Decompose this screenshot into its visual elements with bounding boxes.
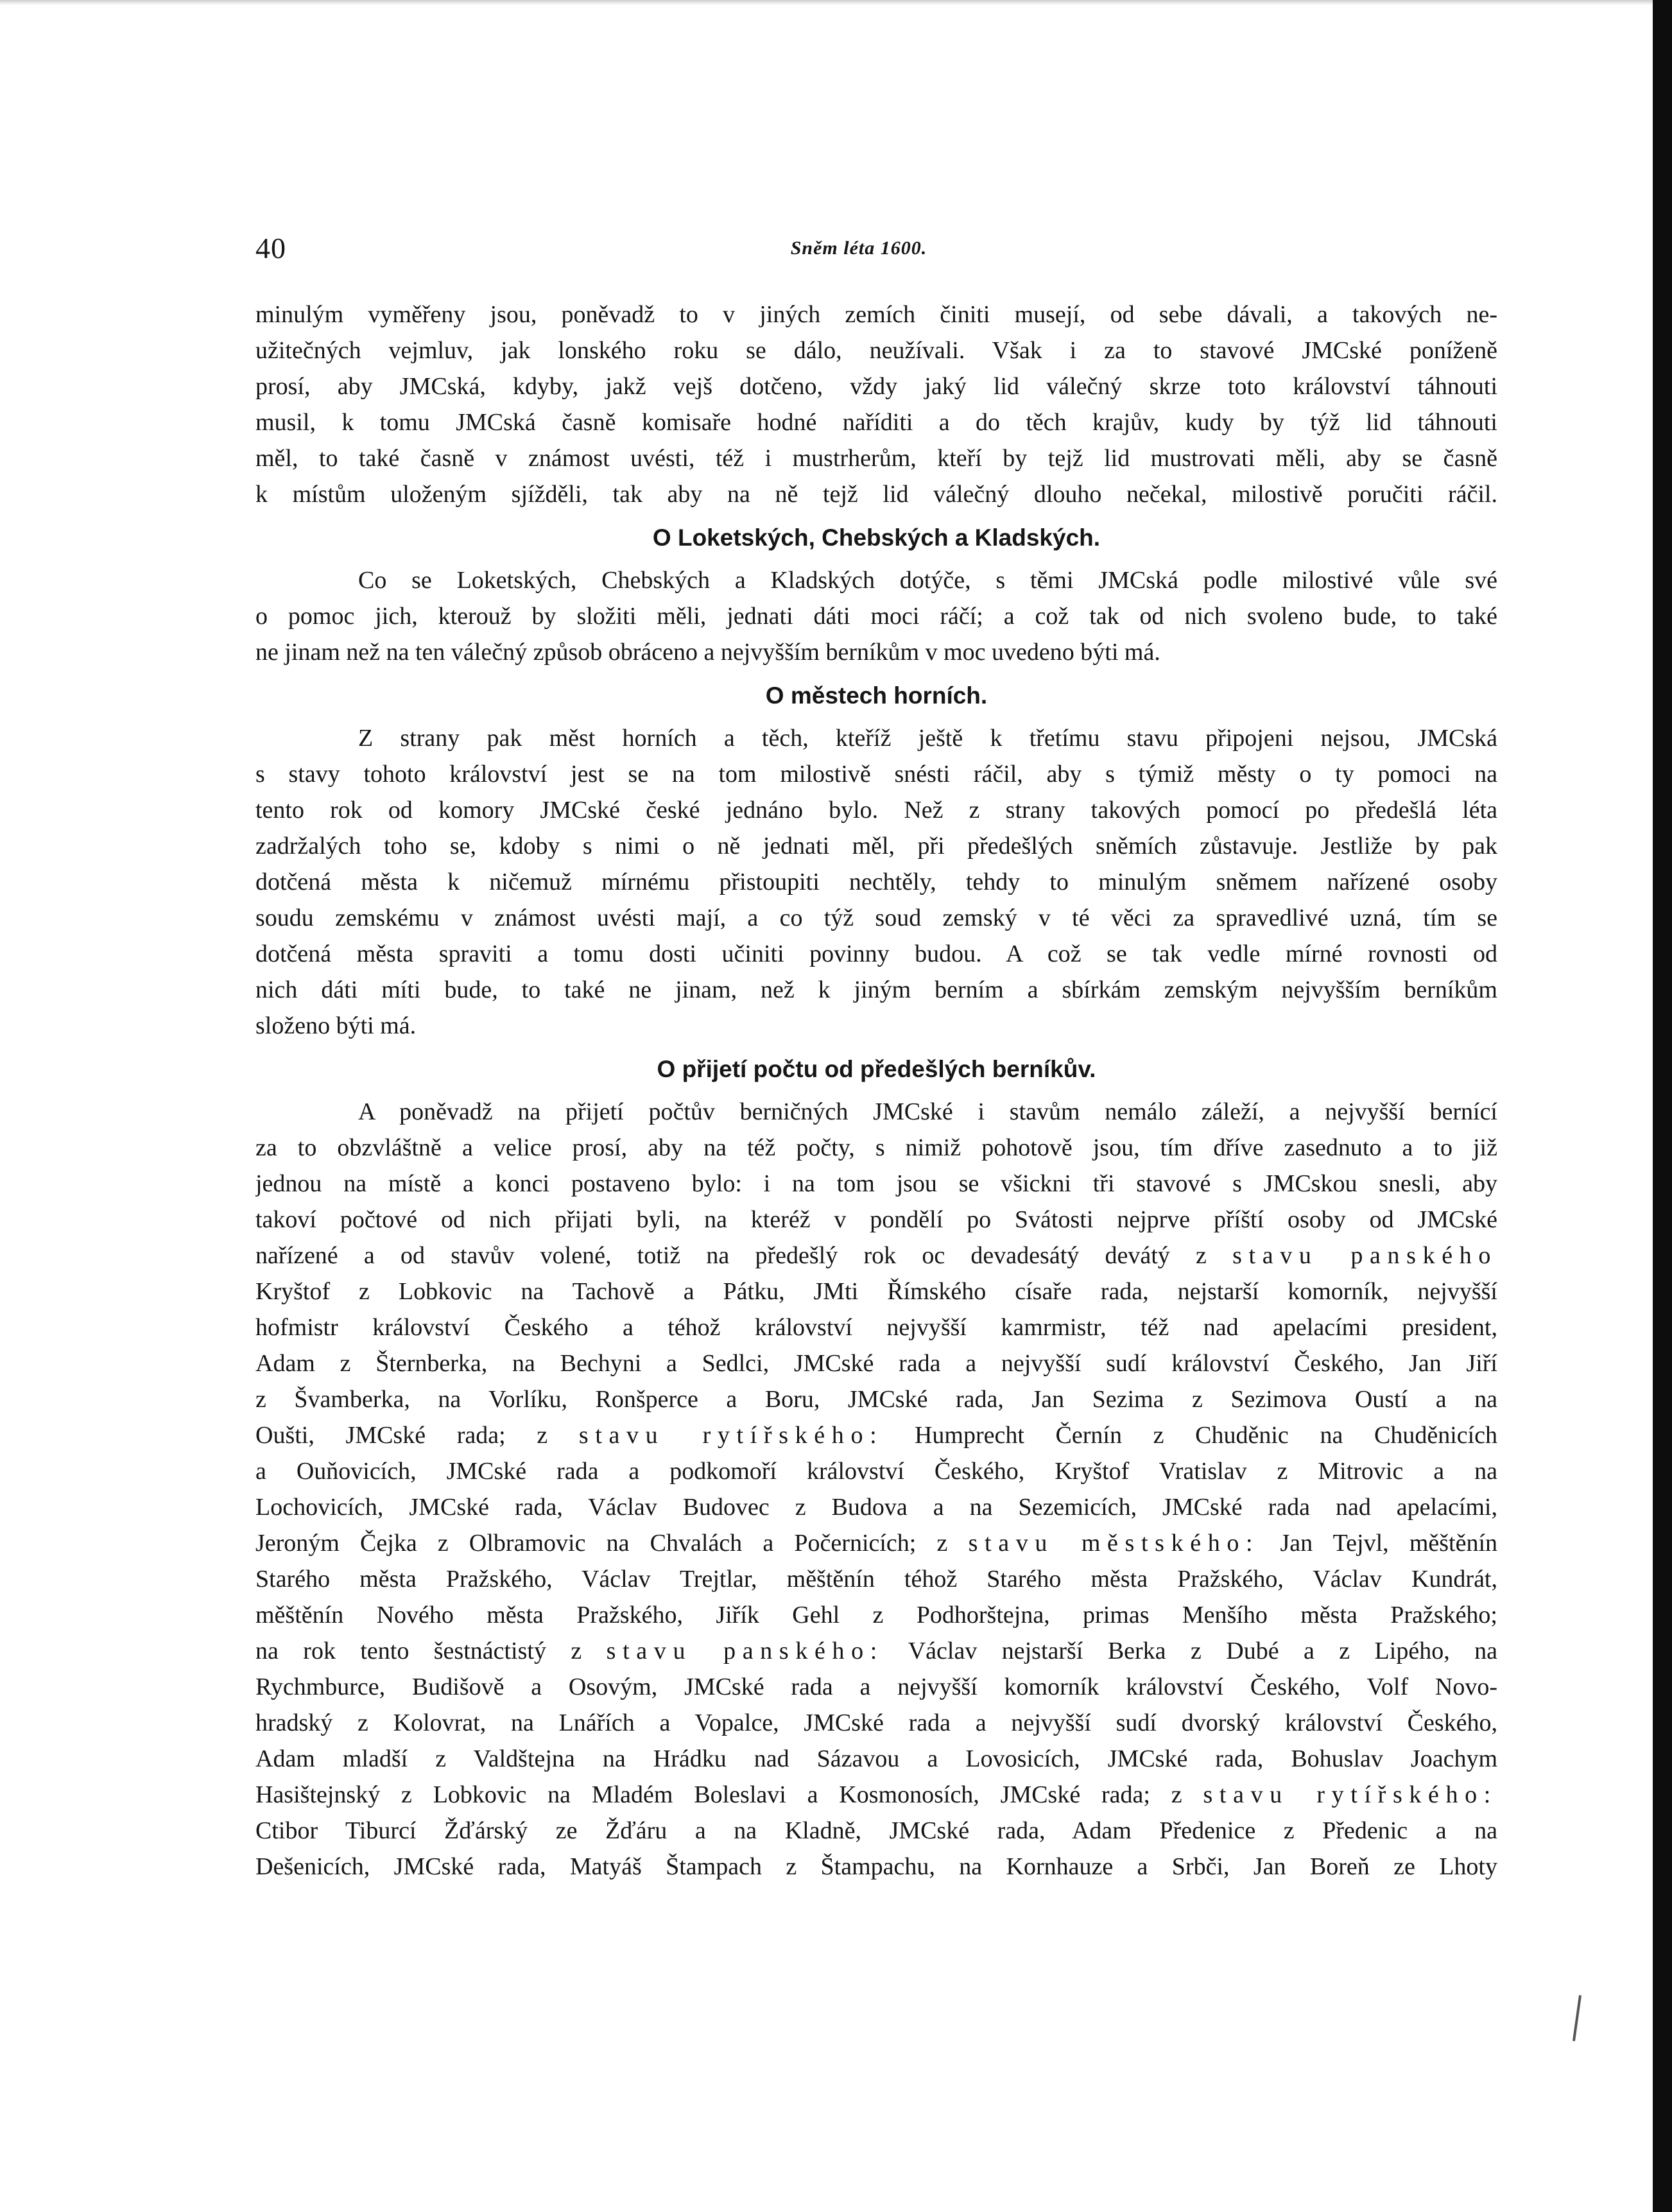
text-line: musil, k tomu JMCská časně komisaře hodné naříditi a do těch krajův, kudy by týž lid táhnouti xyxy=(255,409,1497,436)
text-line: za to obzvláštně a velice prosí, aby na též počty, s nimiž pohotově jsou, tím dříve zasednuto a to již xyxy=(255,1134,1497,1161)
text-line xyxy=(255,1633,1497,1669)
text-line: Ctibor Tiburcí Žďárský ze Žďáru a na Kladně, JMCské rada, Adam Předenice z Předenic a na xyxy=(255,1817,1497,1844)
text-line: Adam z Šternberka, na Bechyni a Sedlci, JMCské rada a nejvyšší sudí království Českého, Jan Jiří xyxy=(255,1350,1497,1377)
text-line: dotčená města spraviti a tomu dosti učiniti povinny budou. A což se tak vedle mírné rovnosti od xyxy=(255,940,1497,967)
text-line: A poněvadž na přijetí počtův berničných JMCské i stavům nemálo záleží, a nejvyšší bernící xyxy=(358,1098,1497,1125)
page-number: 40 xyxy=(255,232,286,264)
text-line: Kryštof z Lobkovic na Tachově a Pátku, JMti Římského císaře rada, nejstarší komorník, nejvyšší xyxy=(255,1278,1497,1305)
section-heading: O Loketských, Chebských a Kladských. xyxy=(652,524,1101,551)
text-line: Dešenicích, JMCské rada, Matyáš Štampach z Štampachu, na Kornhauze a Srbči, Jan Boreň ze Lhoty xyxy=(255,1853,1497,1880)
text-line: dotčená města k ničemuž mírnému přistoupiti nechtěly, tehdy to minulým sněmem nařízené osoby xyxy=(255,868,1497,895)
text-line xyxy=(255,1238,1497,1274)
text-segment: nařízené a od stavův volené, totiž na předešlý rok oc devadesátý devátý z xyxy=(255,1242,1207,1269)
estate-label: stavu panského: xyxy=(606,1637,884,1664)
estate-label: stavu panského xyxy=(1232,1242,1497,1269)
text-line: Rychmburce, Budišově a Osovým, JMCské rada a nejvyšší komorník království Českého, Volf Novo- xyxy=(255,1673,1497,1700)
estate-label: stavu městského: xyxy=(968,1530,1260,1557)
text-line: měl, to také časně v známost uvésti, též i mustrherům, kteří by tejž lid mustrovati měli, aby se časně xyxy=(255,445,1497,472)
text-line: Adam mladší z Valdštejna na Hrádku nad Sázavou a Lovosicích, JMCské rada, Bohuslav Joachym xyxy=(255,1745,1497,1772)
text-line: jednou na místě a konci postaveno bylo: i na tom jsou se všickni tři stavové s JMCskou snesli, aby xyxy=(255,1170,1497,1197)
text-segment: Jeroným Čejka z Olbramovic na Chvalách a Počernicích; z xyxy=(255,1530,948,1557)
pencil-mark xyxy=(1573,1995,1582,2041)
text-segment: Hasištejnský z Lobkovic na Mladém Boleslavi a Kosmonosích, JMCské rada; z xyxy=(255,1781,1182,1808)
text-line: minulým vyměřeny jsou, poněvadž to v jiných zemích činiti musejí, od sebe dávali, a takových ne- xyxy=(255,301,1497,328)
section-heading: O přijetí počtu od předešlých berníkův. xyxy=(657,1056,1096,1082)
text-line: a Ouňovicích, JMCské rada a podkomoří království Českého, Kryštof Vratislav z Mitrovic a na xyxy=(255,1458,1497,1485)
text-line: tento rok od komory JMCské české jednáno bylo. Než z strany takových pomocí po předešlá léta xyxy=(255,797,1497,824)
page-body xyxy=(255,297,1497,1885)
running-title: Sněm léta 1600. xyxy=(790,238,927,259)
text-line: Co se Loketských, Chebských a Kladských dotýče, s těmi JMCská podle milostivé vůle své xyxy=(358,567,1497,594)
text-segment: Oušti, JMCské rada; z xyxy=(255,1422,548,1449)
text-line: soudu zemskému v známost uvésti mají, a co týž soud zemský v té věci za spravedlivé uzná, tím se xyxy=(255,904,1497,931)
text-line: nich dáti míti bude, to také ne jinam, než k jiným berním a sbírkám zemským nejvyšším berníkům xyxy=(255,976,1497,1003)
text-line xyxy=(255,1777,1497,1813)
text-line: prosí, aby JMCská, kdyby, jakž vejš dotčeno, vždy jaký lid válečný skrze toto království táhnouti xyxy=(255,373,1497,400)
scan-top-edge xyxy=(0,0,1672,5)
text-line: hradský z Kolovrat, na Lnářích a Vopalce, JMCské rada a nejvyšší sudí dvorský království Českého, xyxy=(255,1709,1497,1736)
estate-label: stavu rytířského: xyxy=(578,1422,884,1449)
text-line: složeno býti má. xyxy=(255,1012,417,1039)
text-line: z Švamberka, na Vorlíku, Ronšperce a Boru, JMCské rada, Jan Sezima z Sezimova Oustí a na xyxy=(255,1386,1497,1413)
text-segment: Václav nejstarší Berka z Dubé a z Lipého, na xyxy=(908,1637,1497,1664)
text-segment: Humprecht Černín z Chuděnic na Chuděnicích xyxy=(914,1422,1497,1449)
text-line: Z strany pak měst horních a těch, kteříž ještě k třetímu stavu připojeni nejsou, JMCská xyxy=(358,725,1497,752)
text-segment: na rok tento šestnáctistý z xyxy=(255,1637,582,1664)
text-line: měštěnín Nového města Pražského, Jiřík Gehl z Podhorštejna, primas Menšího města Pražského; xyxy=(255,1602,1497,1629)
text-segment: Jan Tejvl, měštěnín xyxy=(1280,1530,1497,1557)
text-line: hofmistr království Českého a téhož království nejvyšší kamrmistr, též nad apelacími president, xyxy=(255,1314,1497,1341)
estate-label: stavu rytířského: xyxy=(1203,1781,1497,1808)
text-line: k místům uloženým sjížděli, tak aby na ně tejž lid válečný dlouho nečekal, milostivě poručiti ráčil. xyxy=(255,481,1497,508)
scan-right-edge xyxy=(1653,0,1672,2212)
text-line: takoví počtové od nich přijati byli, na kteréž v pondělí po Svátosti nejprve příští osoby od JMCské xyxy=(255,1206,1497,1233)
section-heading: O městech horních. xyxy=(765,682,988,709)
text-line xyxy=(255,1417,1497,1453)
text-line: ne jinam než na ten válečný způsob obráceno a nejvyšším berníkům v moc uvedeno býti má. xyxy=(255,639,1160,666)
text-line xyxy=(255,1525,1497,1561)
text-line: Starého města Pražského, Václav Trejtlar, měštěnín téhož Starého města Pražského, Václav Kundrát, xyxy=(255,1566,1497,1593)
text-line: s stavy tohoto království jest se na tom milostivě snésti ráčil, aby s týmiž městy o ty pomoci na xyxy=(255,761,1497,788)
running-head xyxy=(255,231,1488,270)
text-line: Lochovicích, JMCské rada, Václav Budovec z Budova a na Sezemicích, JMCské rada nad apelacími, xyxy=(255,1494,1497,1521)
text-line: užitečných vejmluv, jak lonského roku se dálo, neužívali. Však i za to stavové JMCské poníženě xyxy=(255,337,1497,364)
text-line: zadržalých toho se, kdoby s nimi o ně jednati měl, při předešlých sněmích zůstavuje. Jestliže by pak xyxy=(255,833,1497,860)
text-line: o pomoc jich, kterouž by složiti měli, jednati dáti moci ráčí; a což tak od nich svoleno bude, to také xyxy=(255,603,1497,630)
